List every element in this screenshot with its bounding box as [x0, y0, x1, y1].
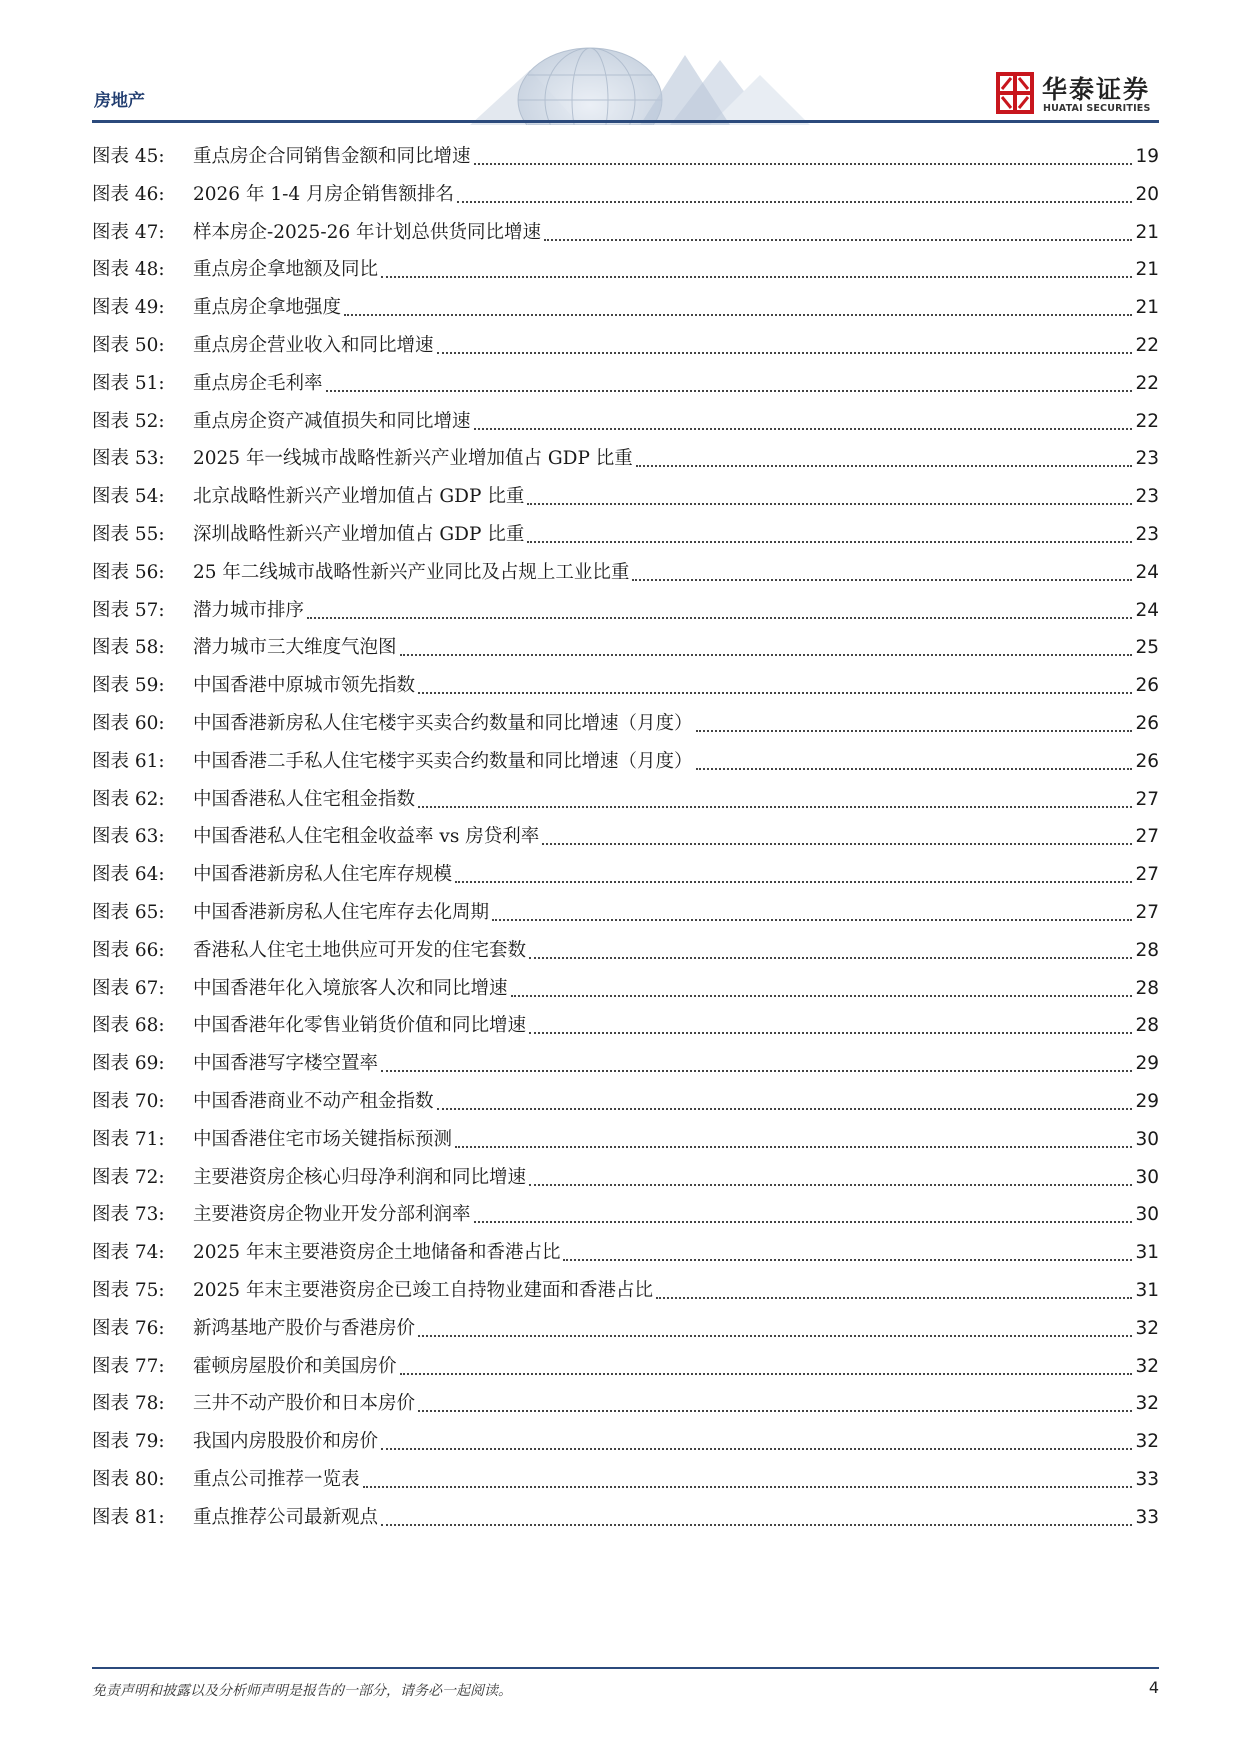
toc-entry[interactable] [92, 1317, 1159, 1355]
toc-figure-title: 潜力城市排序 [193, 599, 305, 621]
toc-figure-label: 图表 70: [92, 1090, 165, 1112]
toc-page-number: 23 [1135, 448, 1159, 470]
toc-entry[interactable] [92, 183, 1159, 221]
toc-entry[interactable] [92, 674, 1159, 712]
toc-figure-label: 图表 45: [92, 146, 165, 167]
toc-figure-label: 图表 71: [92, 1128, 165, 1150]
toc-entry[interactable] [92, 636, 1159, 674]
toc-figure-label: 图表 64: [92, 864, 165, 886]
toc-figure-label: 图表 74: [92, 1242, 165, 1264]
toc-dot-leader [455, 1128, 1132, 1148]
logo-chinese-name: 华泰证券 [1042, 75, 1151, 104]
toc-entry[interactable] [92, 750, 1159, 788]
toc-figure-label: 图表 58: [92, 637, 165, 659]
toc-entry[interactable] [92, 447, 1159, 485]
toc-entry[interactable] [92, 1166, 1159, 1204]
toc-page-number: 27 [1135, 901, 1159, 923]
toc-figure-title: 中国香港年化入境旅客人次和同比增速 [193, 977, 508, 999]
toc-figure-title: 2025 年一线城市战略性新兴产业增加值占 GDP 比重 [193, 448, 633, 470]
toc-page-number: 21 [1135, 297, 1159, 319]
toc-page-number: 30 [1135, 1128, 1159, 1150]
toc-dot-leader [529, 1166, 1132, 1186]
toc-dot-leader [474, 145, 1132, 165]
toc-figure-title: 中国香港新房私人住宅楼宇买卖合约数量和同比增速（月度） [193, 712, 693, 734]
toc-figure-label: 图表 76: [92, 1317, 165, 1339]
toc-figure-label: 图表 80: [92, 1468, 165, 1490]
toc-figure-label: 图表 46: [92, 183, 165, 205]
toc-figure-label: 图表 54: [92, 486, 165, 508]
toc-figure-title: 中国香港新房私人住宅库存规模 [193, 864, 453, 886]
toc-dot-leader [400, 636, 1132, 656]
huatai-logo [996, 70, 1156, 116]
toc-dot-leader [381, 1430, 1132, 1450]
toc-entry[interactable] [92, 1052, 1159, 1090]
toc-figure-title: 中国香港写字楼空置率 [193, 1053, 379, 1075]
section-label: 房地产 [94, 91, 145, 111]
toc-figure-title: 2025 年末主要港资房企土地储备和香港占比 [193, 1242, 561, 1264]
toc-page-number: 22 [1135, 410, 1159, 432]
toc-page-number: 28 [1135, 977, 1159, 999]
toc-figure-title: 中国香港商业不动产租金指数 [193, 1090, 434, 1112]
toc-dot-leader [418, 1392, 1132, 1412]
toc-page-number: 30 [1135, 1204, 1159, 1226]
toc-dot-leader [418, 1317, 1132, 1337]
toc-entry[interactable] [92, 788, 1159, 826]
toc-entry[interactable] [92, 296, 1159, 334]
header-divider [92, 120, 1159, 123]
toc-page-number: 19 [1135, 146, 1159, 167]
toc-figure-title: 中国香港二手私人住宅楼宇买卖合约数量和同比增速（月度） [193, 750, 693, 772]
globe-decoration-icon [470, 40, 810, 125]
toc-entry[interactable] [92, 863, 1159, 901]
toc-figure-label: 图表 51: [92, 372, 165, 394]
toc-dot-leader [381, 1506, 1132, 1526]
toc-figure-title: 三井不动产股价和日本房价 [193, 1393, 416, 1415]
toc-entry[interactable] [92, 485, 1159, 523]
toc-entry[interactable] [92, 825, 1159, 863]
toc-page-number: 32 [1135, 1431, 1159, 1453]
toc-entry[interactable] [92, 145, 1159, 183]
toc-figure-label: 图表 68: [92, 1015, 165, 1037]
toc-figure-title: 中国香港中原城市领先指数 [193, 675, 416, 697]
toc-dot-leader [563, 1241, 1132, 1261]
toc-figure-title: 2025 年末主要港资房企已竣工自持物业建面和香港占比 [193, 1279, 653, 1301]
toc-dot-leader [437, 334, 1132, 354]
toc-dot-leader [418, 788, 1132, 808]
toc-figure-label: 图表 81: [92, 1506, 165, 1528]
toc-page-number: 28 [1135, 1015, 1159, 1037]
toc-dot-leader [474, 410, 1132, 430]
huatai-logo-mark-icon [996, 72, 1034, 114]
toc-dot-leader [696, 750, 1132, 770]
toc-dot-leader [381, 1052, 1132, 1072]
toc-figure-label: 图表 48: [92, 259, 165, 281]
figure-table-of-contents [92, 145, 1159, 1543]
toc-entry[interactable] [92, 1506, 1159, 1544]
toc-entry[interactable] [92, 1014, 1159, 1052]
toc-figure-title: 中国香港私人住宅租金收益率 vs 房贷利率 [193, 826, 540, 848]
toc-figure-label: 图表 65: [92, 901, 165, 923]
footer-disclaimer: 免责声明和披露以及分析师声明是报告的一部分，请务必一起阅读。 [92, 1683, 512, 1699]
toc-dot-leader [527, 523, 1132, 543]
toc-page-number: 31 [1135, 1279, 1159, 1301]
toc-figure-label: 图表 57: [92, 599, 165, 621]
toc-dot-leader [529, 1014, 1132, 1034]
toc-figure-title: 潜力城市三大维度气泡图 [193, 637, 397, 659]
toc-figure-label: 图表 78: [92, 1393, 165, 1415]
toc-figure-title: 重点推荐公司最新观点 [193, 1506, 379, 1528]
toc-dot-leader [696, 712, 1132, 732]
toc-figure-title: 中国香港年化零售业销货价值和同比增速 [193, 1015, 527, 1037]
toc-figure-label: 图表 50: [92, 334, 165, 356]
toc-page-number: 23 [1135, 486, 1159, 508]
toc-figure-title: 新鸿基地产股价与香港房价 [193, 1317, 416, 1339]
toc-figure-label: 图表 63: [92, 826, 165, 848]
toc-entry[interactable] [92, 561, 1159, 599]
toc-entry[interactable] [92, 1241, 1159, 1279]
toc-figure-title: 重点房企资产减值损失和同比增速 [193, 410, 471, 432]
toc-dot-leader [544, 221, 1132, 241]
toc-figure-label: 图表 55: [92, 523, 165, 545]
toc-entry[interactable] [92, 901, 1159, 939]
toc-figure-title: 我国内房股股价和房价 [193, 1431, 379, 1453]
toc-dot-leader [474, 1203, 1132, 1223]
toc-figure-label: 图表 72: [92, 1166, 165, 1188]
toc-entry[interactable] [92, 1090, 1159, 1128]
toc-page-number: 21 [1135, 259, 1159, 281]
toc-dot-leader [636, 447, 1132, 467]
toc-figure-label: 图表 49: [92, 297, 165, 319]
toc-figure-label: 图表 47: [92, 221, 165, 243]
toc-entry[interactable] [92, 977, 1159, 1015]
toc-figure-title: 25 年二线城市战略性新兴产业同比及占规上工业比重 [193, 561, 630, 583]
toc-page-number: 25 [1135, 637, 1159, 659]
toc-page-number: 27 [1135, 826, 1159, 848]
toc-dot-leader [542, 825, 1132, 845]
toc-entry[interactable] [92, 334, 1159, 372]
toc-figure-label: 图表 56: [92, 561, 165, 583]
logo-english-name: HUATAI SECURITIES [1043, 103, 1151, 114]
toc-figure-title: 深圳战略性新兴产业增加值占 GDP 比重 [193, 523, 525, 545]
toc-figure-label: 图表 79: [92, 1431, 165, 1453]
toc-page-number: 26 [1135, 712, 1159, 734]
toc-entry[interactable] [92, 523, 1159, 561]
footer-divider [92, 1667, 1159, 1669]
toc-page-number: 26 [1135, 675, 1159, 697]
toc-dot-leader [511, 977, 1132, 997]
toc-page-number: 20 [1135, 183, 1159, 205]
toc-figure-label: 图表 62: [92, 788, 165, 810]
toc-figure-label: 图表 73: [92, 1204, 165, 1226]
toc-dot-leader [400, 1355, 1132, 1375]
toc-page-number: 33 [1135, 1506, 1159, 1528]
toc-figure-title: 样本房企-2025-26 年计划总供货同比增速 [193, 221, 542, 243]
toc-entry[interactable] [92, 1203, 1159, 1241]
toc-dot-leader [344, 296, 1132, 316]
toc-dot-leader [381, 258, 1132, 278]
toc-dot-leader [492, 901, 1132, 921]
footer-page-number: 4 [1148, 1678, 1159, 1697]
toc-entry[interactable] [92, 221, 1159, 259]
toc-figure-label: 图表 67: [92, 977, 165, 999]
toc-entry[interactable] [92, 1355, 1159, 1393]
toc-dot-leader [437, 1090, 1132, 1110]
toc-entry[interactable] [92, 1128, 1159, 1166]
toc-dot-leader [656, 1279, 1132, 1299]
toc-figure-label: 图表 52: [92, 410, 165, 432]
toc-figure-title: 主要港资房企核心归母净利润和同比增速 [193, 1166, 527, 1188]
toc-figure-title: 北京战略性新兴产业增加值占 GDP 比重 [193, 486, 525, 508]
toc-dot-leader [455, 863, 1132, 883]
toc-page-number: 31 [1135, 1242, 1159, 1264]
toc-dot-leader [529, 939, 1132, 959]
toc-figure-title: 2026 年 1-4 月房企销售额排名 [193, 183, 455, 205]
toc-figure-title: 重点公司推荐一览表 [193, 1468, 360, 1490]
toc-page-number: 24 [1135, 599, 1159, 621]
toc-page-number: 27 [1135, 788, 1159, 810]
toc-entry[interactable] [92, 1468, 1159, 1506]
toc-entry[interactable] [92, 1392, 1159, 1430]
toc-page-number: 32 [1135, 1355, 1159, 1377]
toc-figure-title: 香港私人住宅土地供应可开发的住宅套数 [193, 939, 527, 961]
toc-page-number: 32 [1135, 1393, 1159, 1415]
toc-dot-leader [457, 183, 1132, 203]
toc-figure-title: 主要港资房企物业开发分部利润率 [193, 1204, 471, 1226]
toc-page-number: 30 [1135, 1166, 1159, 1188]
toc-page-number: 29 [1135, 1090, 1159, 1112]
toc-figure-label: 图表 53: [92, 448, 165, 470]
toc-figure-label: 图表 60: [92, 712, 165, 734]
toc-figure-label: 图表 66: [92, 939, 165, 961]
toc-page-number: 22 [1135, 372, 1159, 394]
toc-figure-title: 重点房企拿地强度 [193, 297, 342, 319]
toc-figure-title: 中国香港私人住宅租金指数 [193, 788, 416, 810]
toc-dot-leader [363, 1468, 1132, 1488]
toc-dot-leader [632, 561, 1132, 581]
toc-entry[interactable] [92, 1279, 1159, 1317]
toc-dot-leader [418, 674, 1132, 694]
toc-page-number: 33 [1135, 1468, 1159, 1490]
toc-page-number: 27 [1135, 864, 1159, 886]
toc-figure-title: 重点房企营业收入和同比增速 [193, 334, 434, 356]
toc-entry[interactable] [92, 258, 1159, 296]
toc-entry[interactable] [92, 599, 1159, 637]
toc-page-number: 26 [1135, 750, 1159, 772]
toc-dot-leader [307, 599, 1132, 619]
toc-figure-label: 图表 59: [92, 675, 165, 697]
toc-figure-label: 图表 75: [92, 1279, 165, 1301]
toc-dot-leader [326, 372, 1132, 392]
toc-figure-title: 重点房企毛利率 [193, 372, 323, 394]
toc-page-number: 29 [1135, 1053, 1159, 1075]
toc-figure-label: 图表 69: [92, 1053, 165, 1075]
toc-dot-leader [527, 485, 1132, 505]
toc-figure-label: 图表 61: [92, 750, 165, 772]
toc-page-number: 28 [1135, 939, 1159, 961]
toc-entry[interactable] [92, 372, 1159, 410]
toc-entry[interactable] [92, 410, 1159, 448]
page-header [0, 0, 1241, 125]
toc-entry[interactable] [92, 1430, 1159, 1468]
toc-figure-title: 重点房企合同销售金额和同比增速 [193, 146, 471, 167]
toc-page-number: 21 [1135, 221, 1159, 243]
toc-page-number: 23 [1135, 523, 1159, 545]
toc-figure-title: 霍顿房屋股价和美国房价 [193, 1355, 397, 1377]
toc-page-number: 22 [1135, 334, 1159, 356]
toc-page-number: 24 [1135, 561, 1159, 583]
toc-figure-title: 中国香港新房私人住宅库存去化周期 [193, 901, 490, 923]
toc-figure-title: 重点房企拿地额及同比 [193, 259, 379, 281]
toc-figure-label: 图表 77: [92, 1355, 165, 1377]
toc-entry[interactable] [92, 712, 1159, 750]
toc-page-number: 32 [1135, 1317, 1159, 1339]
toc-figure-title: 中国香港住宅市场关键指标预测 [193, 1128, 453, 1150]
toc-entry[interactable] [92, 939, 1159, 977]
